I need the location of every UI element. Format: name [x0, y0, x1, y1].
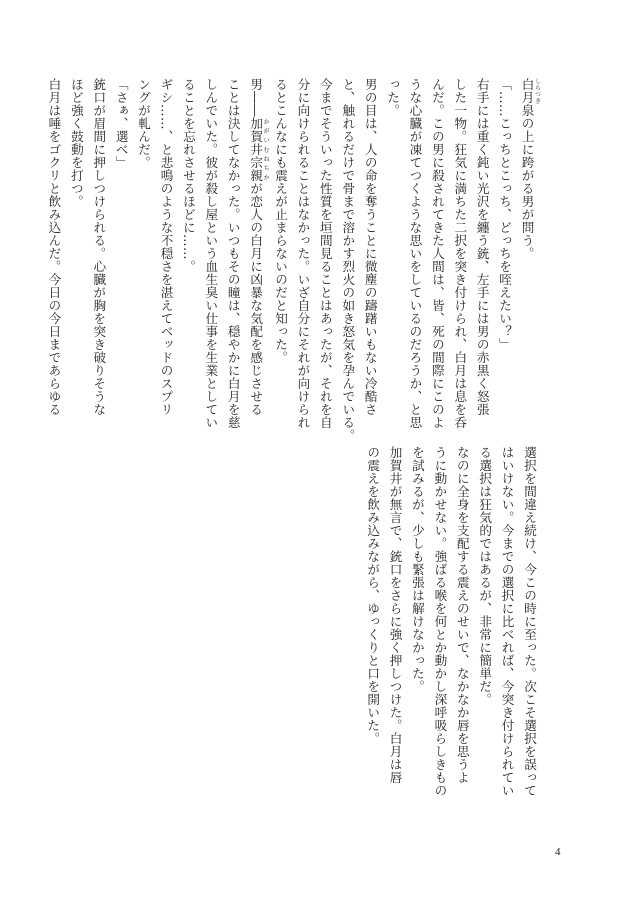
text-line: るとこんなにも震えが止まらないのだと知った。: [273, 78, 289, 364]
text-line: ングが軋んだ。: [136, 78, 152, 169]
text-line: 分に向けられることはなかった。いざ自分にそれが向けられ: [295, 78, 311, 429]
text-line: った。: [385, 78, 401, 117]
text-line: 銃口が眉間に押しつけられる。心臓が胸を突き破りそうな: [91, 78, 107, 416]
text-line: うな心臓が凍てつくような思いをしているのだろうか、と思: [407, 78, 423, 429]
upper-text-column: [42, 78, 541, 442]
text-line: を試みるが、少しも緊張は解けなかった。: [409, 446, 425, 693]
text-line: ほど強く鼓動を打つ。: [68, 78, 84, 208]
text-line: はいけない。今までの選択に比べれば、今突き付けられてい: [499, 446, 515, 797]
text-line: 「さぁ、選べ」: [113, 78, 129, 169]
text-line: 男の目は、人の命を奪うことに微塵の躊躇いもない冷酷さ: [362, 78, 378, 416]
text-line: 選択を間違え続け、今この時に至った。次こそ選択を誤って: [522, 446, 537, 797]
text-line: ることを忘れさせるほどに……。: [180, 78, 196, 273]
text-line: る選択は狂気的ではあるが、非常に簡単だ。: [477, 446, 493, 706]
text-line: の震えを飲み込みながら、ゆっくりと口を開いた。: [365, 446, 381, 745]
text-line: した一物。狂気に満ちた二択を突き付けられ、白月は息を呑: [452, 78, 468, 429]
ruby-kagai-munechika: 加賀井宗親 かがいむねちか: [248, 117, 270, 182]
text-line: 白月は唾をゴクリと飲み込んだ。今日の今日まであらゆる: [46, 78, 62, 416]
text-line: 今までそういった性質を垣間見ることはあったが、それを自: [317, 78, 333, 429]
text-line: 白月 しらつき泉の上に跨がる男が問う。: [519, 78, 541, 260]
text-line: うに動かせない。強ばる喉を何とか動かし深呼吸らしきもの: [432, 446, 448, 797]
text-line: ことは決してなかった。いつもその瞳は、穏やかに白月を慈: [225, 78, 241, 429]
text-line: 男――加賀井宗親 かがいむねちかが恋人の白月に凶暴な気配を感じさせる: [248, 78, 270, 416]
page-number: 4: [555, 846, 561, 858]
text-line: 「……こっちとこっち、どっちを咥えたい？」: [497, 78, 513, 351]
ruby-shiratsuki: 白月 しらつき: [519, 78, 541, 104]
text-line: 加賀井が無言で、銃口をさらに強く押しつけた。白月は唇: [387, 446, 403, 784]
text-line: と、触れるだけで骨まで溶かす烈火の如き怒気を孕んでいる。: [340, 78, 356, 442]
text-line: しんでいた。彼が殺し屋という血生臭い仕事を生業としてい: [203, 78, 219, 429]
lower-text-column: [361, 446, 540, 811]
text-line: ギシ……、と悲鳴のような不穏さを湛えてベッドのスプリ: [158, 78, 174, 416]
text-line: 右手には重く鈍い光沢を纏う銃、左手には男の赤黒く怒張: [474, 78, 490, 416]
text-line: んだ。この男に殺されてきた人間は、皆、死の間際にこのよ: [429, 78, 445, 429]
text-line: なのに全身を支配する震えのせいで、なかなか唇を思うよ: [454, 446, 470, 784]
